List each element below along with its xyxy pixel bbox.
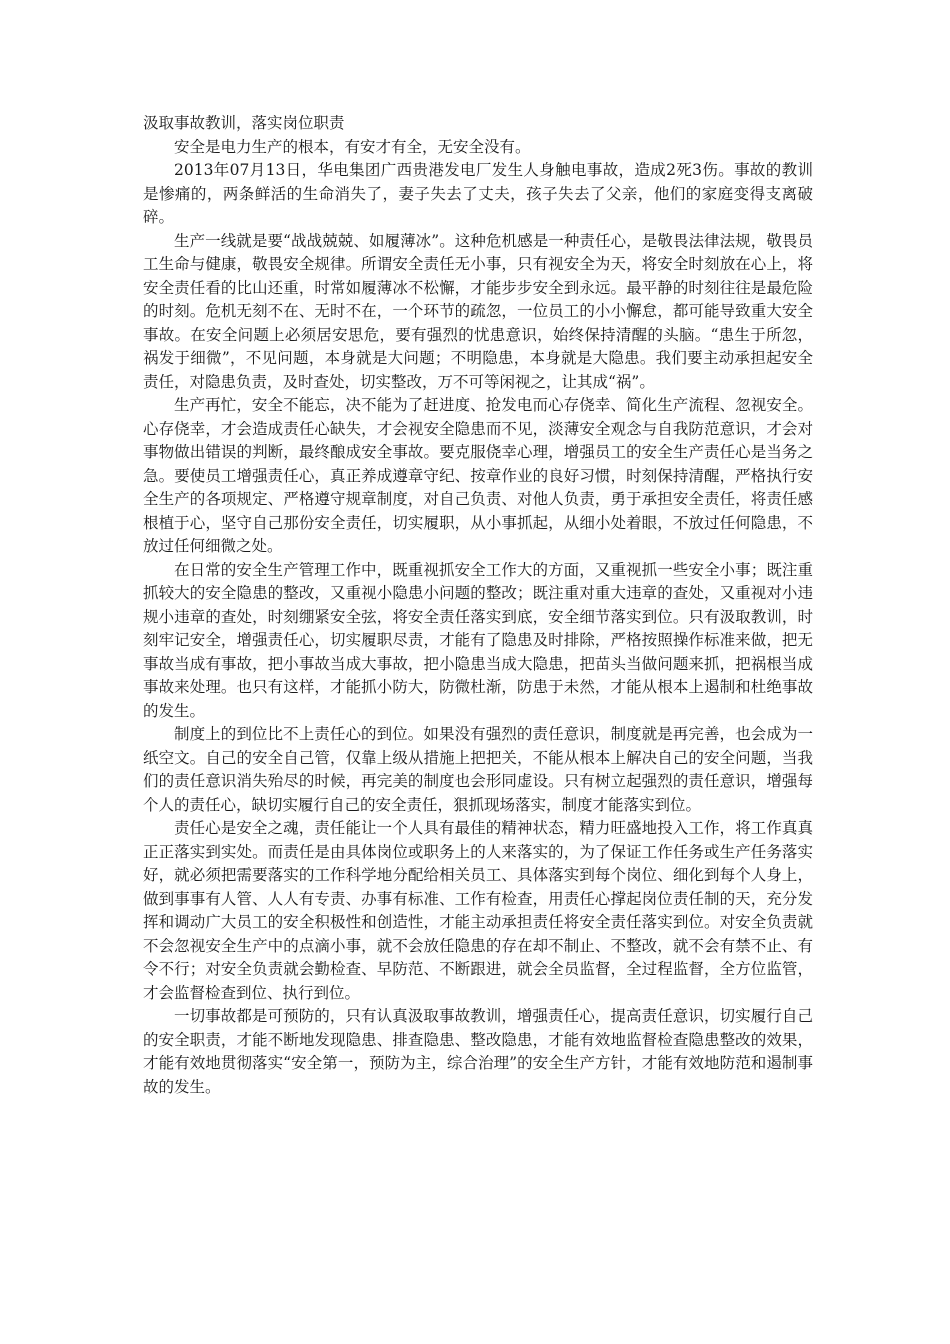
paragraph-6: 制度上的到位比不上责任心的到位。如果没有强烈的责任意识，制度就是再完善，也会成为一纸空文。自己的安全自己管，仅靠上级从措施上把把关，不能从根本上解决自己的安全问题，当我们的责任意识消失殆尽的时候，再完美的制度也会形同虚设。只有树立起强烈的责任意识，增强每个人的责任心，缺切实履行自己的安全责任，狠抓现场落实，制度才能落实到位。 (143, 725, 813, 814)
document-title: 汲取事故教训，落实岗位职责 (143, 114, 345, 132)
paragraph-7: 责任心是安全之魂，责任能让一个人具有最佳的精神状态，精力旺盛地投入工作，将工作真真正正落实到实处。而责任是由具体岗位或职务上的人来落实的，为了保证工作任务或生产任务落实好，就必须把需要落实的工作科学地分配给相关员工、具体落实到每个岗位、细化到每个人身上，做到事事有人管、人人有专责、办事有标准、工作有检查，用责任心撑起岗位责任制的天，充分发挥和调动广大员工的安全积极性和创造性，才能主动承担责任将安全责任落实到位。对安全负责就不会忽视安全生产中的点滴小事，就不会放任隐患的存在却不制止、不整改，就不会有禁不止、有令不行；对安全负责就会勤检查、早防范、不断跟进，就会全员监督，全过程监督，全方位监管，才会监督检查到位、执行到位。 (143, 819, 813, 1002)
paragraph-3: 生产一线就是要“战战兢兢、如履薄冰”。这种危机感是一种责任心，是敬畏法律法规，敬畏员工生命与健康，敬畏安全规律。所谓安全责任无小事，只有视安全为天，将安全时刻放在心上，将安全责任看的比山还重，时常如履薄冰不松懈，才能步步安全到永远。最平静的时刻往往是最危险的时刻。危机无刻不在、无时不在，一个环节的疏忽，一位员工的小小懈怠，都可能导致重大安全事故。在安全问题上必须居安思危，要有强烈的忧患意识，始终保持清醒的头脑。“患生于所忽，祸发于细微”，不见问题，本身就是大问题；不明隐患，本身就是大隐患。我们要主动承担起安全责任，对隐患负责，及时查处，切实整改，万不可等闲视之，让其成“祸”。 (143, 231, 813, 391)
paragraph-1: 安全是电力生产的根本，有安才有全，无安全没有。 (174, 137, 531, 156)
paragraph-8: 一切事故都是可预防的，只有认真汲取事故教训，增强责任心，提高责任意识，切实履行自己的安全职责，才能不断地发现隐患、排查隐患、整改隐患，才能有效地监督检查隐患整改的效果，才能有效地贯彻落实“安全第一，预防为主，综合治理”的安全生产方针，才能有效地防范和遏制事故的发生。 (143, 1007, 813, 1096)
document-body (143, 112, 813, 1099)
paragraph-4: 生产再忙，安全不能忘，决不能为了赶进度、抢发电而心存侥幸、简化生产流程、忽视安全。心存侥幸，才会造成责任心缺失，才会视安全隐患而不见，淡薄安全观念与自我防范意识，才会对事物做出错误的判断，最终酿成安全事故。要克服侥幸心理，增强员工的安全生产责任心是当务之急。要使员工增强责任心，真正养成遵章守纪、按章作业的良好习惯，时刻保持清醒，严格执行安全生产的各项规定、严格遵守规章制度，对自己负责、对他人负责，勇于承担安全责任，将责任感根植于心，坚守自己那份安全责任，切实履职，从小事抓起，从细小处着眼，不放过任何隐患，不放过任何细微之处。 (143, 396, 813, 555)
paragraph-5: 在日常的安全生产管理工作中，既重视抓安全工作大的方面，又重视抓一些安全小事；既注重抓较大的安全隐患的整改，又重视小隐患小问题的整改；既注重对重大违章的查处，又重视对小违规小违章的查处，时刻绷紧安全弦，将安全责任落实到底，安全细节落实到位。只有汲取教训，时刻牢记安全，增强责任心，切实履职尽责，才能有了隐患及时排除，严格按照操作标准来做，把无事故当成有事故，把小事故当成大事故，把小隐患当成大隐患，把苗头当做问题来抓，把祸根当成事故来处理。也只有这样，才能抓小防大，防微杜渐，防患于未然，才能从根本上遏制和杜绝事故的发生。 (143, 560, 813, 720)
paragraph-2: 2013年07月13日，华电集团广西贵港发电厂发生人身触电事故，造成2死3伤。事故的教训是惨痛的，两条鲜活的生命消失了，妻子失去了丈夫，孩子失去了父亲，他们的家庭变得支离破碎。 (143, 161, 813, 226)
